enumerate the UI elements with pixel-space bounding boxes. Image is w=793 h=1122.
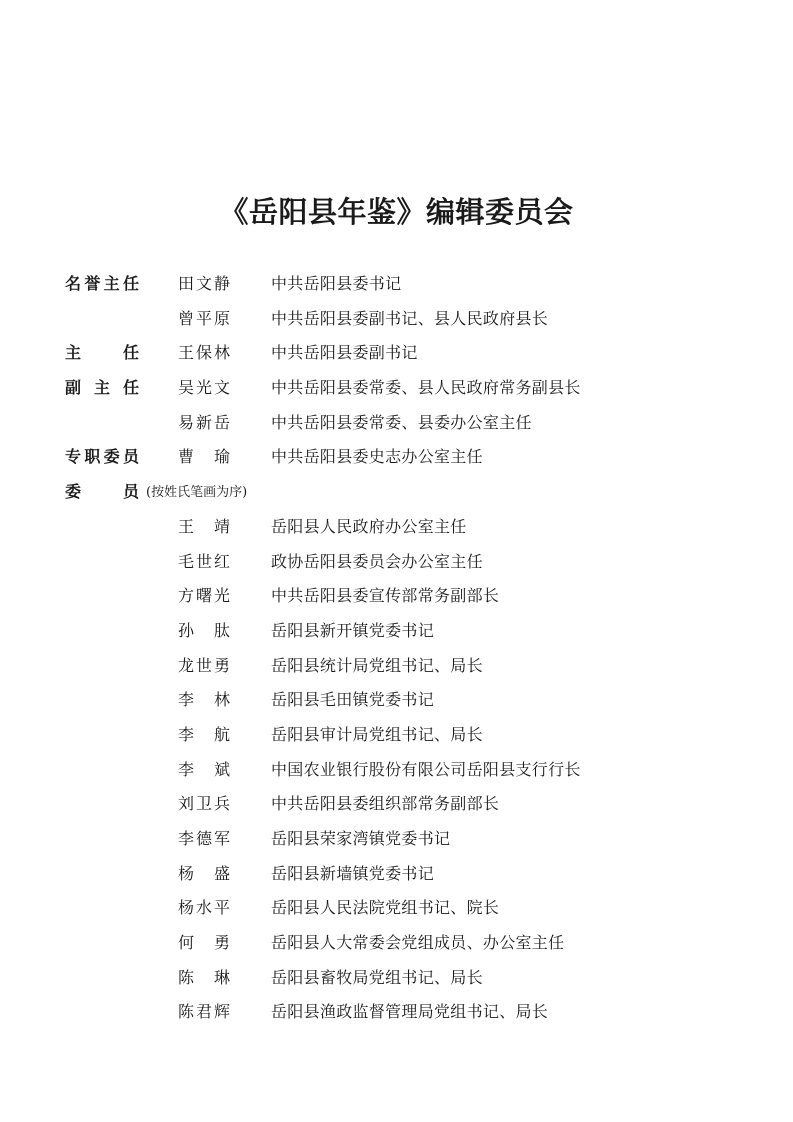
member-position: 岳阳县新开镇党委书记 [271,620,435,640]
roster-row [0,756,793,791]
roster-row [0,964,793,999]
member-position: 政协岳阳县委员会办公室主任 [271,551,483,571]
member-position: 岳阳县毛田镇党委书记 [271,690,435,710]
member-name: 王保林 [178,343,230,363]
member-position: 中共岳阳县委书记 [271,274,402,293]
roster-row [0,790,793,825]
member-name: 杨水平 [178,898,230,918]
roster-row [0,305,793,340]
member-name: 孙肽 [178,620,230,640]
member-position: 中共岳阳县委组织部常务副部长 [271,794,500,814]
member-name: 李林 [178,690,230,710]
roster-row [0,617,793,652]
member-name: 何勇 [178,933,230,953]
member-position: 岳阳县人大常委会党组成员、办公室主任 [271,933,565,953]
ordering-note: (按姓氏笔画为序) [146,485,248,501]
committee-role: 名誉主任 [65,274,139,293]
committee-role: 专职委员 [65,447,139,467]
committee-role: 主任 [65,343,139,363]
member-position: 中共岳阳县委副书记、县人民政府县长 [271,308,549,328]
roster-row [0,860,793,895]
member-position: 岳阳县审计局党组书记、局长 [271,724,483,744]
member-name: 田文静 [178,274,230,293]
roster-row [0,652,793,687]
roster-row [0,894,793,929]
roster-row [0,478,793,513]
member-name: 李斌 [178,759,230,779]
roster-row [0,998,793,1033]
roster-row [0,270,793,305]
member-name: 吴光文 [178,378,230,398]
member-position: 岳阳县人民政府办公室主任 [271,516,467,536]
roster-row [0,825,793,860]
roster-row [0,409,793,444]
member-name: 龙世勇 [178,655,230,675]
member-position: 岳阳县渔政监督管理局党组书记、局长 [271,1002,549,1022]
roster-row [0,339,793,374]
member-position: 中共岳阳县委常委、县委办公室主任 [271,412,532,432]
member-name: 李德军 [178,829,230,848]
committee-role: 委员 [65,482,139,502]
member-position: 中共岳阳县委副书记 [271,343,418,363]
member-position: 中共岳阳县委宣传部常务副部长 [271,586,500,606]
member-name: 陈琳 [178,967,230,987]
member-position: 中共岳阳县委史志办公室主任 [271,447,483,467]
member-name: 杨盛 [178,863,230,883]
roster-row [0,721,793,756]
roster-row [0,513,793,548]
committee-roster [0,270,793,1033]
member-name: 刘卫兵 [178,794,230,814]
member-name: 曾平原 [178,308,230,328]
member-name: 曹瑜 [178,447,230,467]
member-position: 岳阳县畜牧局党组书记、局长 [271,967,483,987]
member-name: 李航 [178,724,230,744]
member-name: 易新岳 [178,412,230,432]
committee-role: 副主任 [65,378,139,398]
roster-row [0,582,793,617]
page-title: 《岳阳县年鉴》编辑委员会 [219,195,574,229]
member-position: 岳阳县统计局党组书记、局长 [271,655,483,675]
roster-row [0,374,793,409]
member-name: 王靖 [178,516,230,536]
member-name: 陈君辉 [178,1002,230,1022]
member-position: 岳阳县荣家湾镇党委书记 [271,829,451,848]
member-position: 中国农业银行股份有限公司岳阳县支行行长 [271,759,581,779]
roster-row [0,929,793,964]
member-position: 中共岳阳县委常委、县人民政府常务副县长 [271,378,581,398]
member-name: 毛世红 [178,551,230,571]
roster-row [0,443,793,478]
member-position: 岳阳县新墙镇党委书记 [271,863,435,883]
member-name: 方曙光 [178,586,230,606]
member-position: 岳阳县人民法院党组书记、院长 [271,898,500,918]
roster-row [0,686,793,721]
roster-row [0,548,793,583]
